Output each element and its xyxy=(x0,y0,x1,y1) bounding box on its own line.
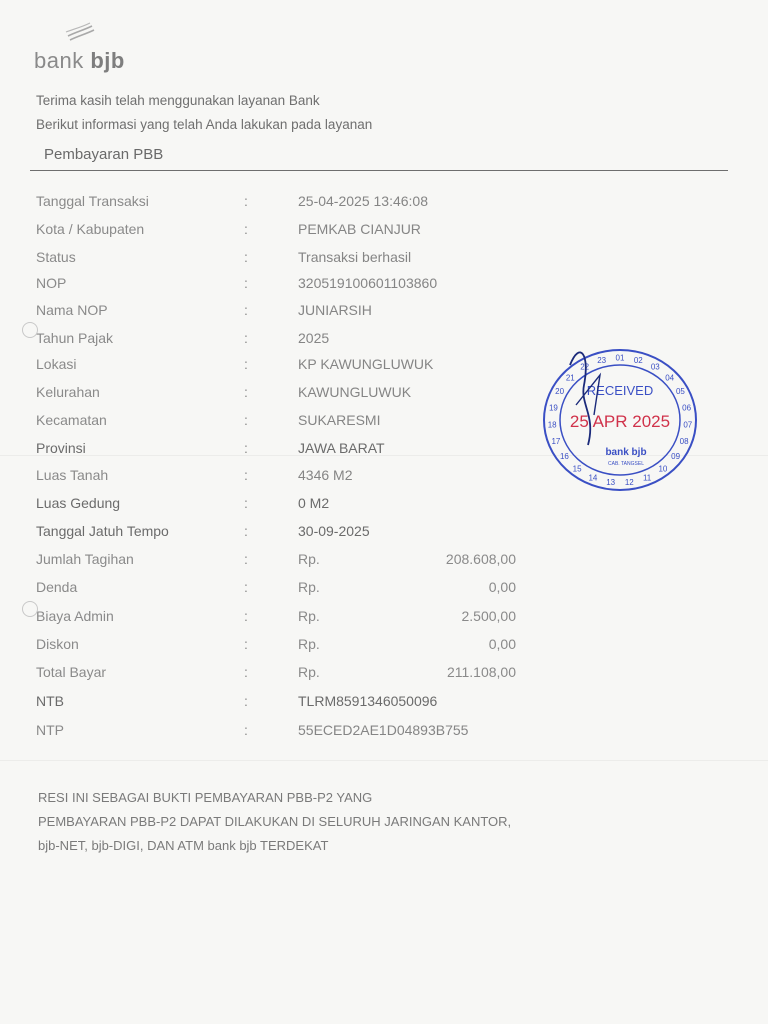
amount-row-total-bayar xyxy=(36,664,556,686)
stamp-ring-number: 07 xyxy=(683,420,693,430)
stamp-ring-number: 19 xyxy=(548,403,558,413)
currency-label: Rp. xyxy=(298,608,320,624)
received-stamp xyxy=(540,345,700,495)
stamp-ring-number: 08 xyxy=(679,436,689,446)
separator: : xyxy=(244,551,248,567)
detail-value: JAWA BARAT xyxy=(298,440,385,456)
amount-row-diskon xyxy=(36,636,556,658)
detail-label: Tahun Pajak xyxy=(36,330,114,346)
detail-label: Tanggal Jatuh Tempo xyxy=(36,523,169,539)
detail-label: Tanggal Transaksi xyxy=(36,193,149,209)
bank-logo xyxy=(34,22,164,82)
amount-label: Biaya Admin xyxy=(36,608,114,624)
separator: : xyxy=(244,412,248,428)
bank-logo-wordmark: bank bjb xyxy=(34,48,125,73)
detail-row-nop xyxy=(36,275,556,297)
separator: : xyxy=(244,523,248,539)
detail-label: Kelurahan xyxy=(36,384,100,400)
detail-row-provinsi xyxy=(36,440,556,462)
detail-label: Nama NOP xyxy=(36,302,108,318)
stamp-date-text: 25 APR 2025 xyxy=(569,412,671,431)
separator: : xyxy=(244,495,248,511)
separator: : xyxy=(244,302,248,318)
ref-label: NTB xyxy=(36,693,64,709)
detail-value: 30-09-2025 xyxy=(298,523,370,539)
amount-row-biaya-admin xyxy=(36,608,556,630)
detail-row-kelurahan xyxy=(36,384,556,406)
separator: : xyxy=(244,636,248,652)
stamp-branch-text: CAB. TANGSEL xyxy=(608,461,644,467)
detail-row-jatuh-tempo xyxy=(36,523,556,545)
amount-label: Jumlah Tagihan xyxy=(36,551,134,567)
detail-row-kota xyxy=(36,221,556,243)
stamp-ring-number: 12 xyxy=(624,477,634,487)
amount-row-denda xyxy=(36,579,556,601)
separator: : xyxy=(244,356,248,372)
detail-label: Luas Tanah xyxy=(36,467,109,483)
detail-value: 0 M2 xyxy=(298,495,330,511)
separator: : xyxy=(244,275,248,291)
stamp-ring-number: 06 xyxy=(682,403,692,413)
separator: : xyxy=(244,330,248,346)
detail-label: Lokasi xyxy=(36,356,77,372)
stamp-brand-text: bank bjb xyxy=(605,447,647,458)
header-divider xyxy=(30,170,728,171)
stamp-ring-number: 10 xyxy=(658,464,668,474)
detail-row-tahun-pajak xyxy=(36,330,556,352)
currency-label: Rp. xyxy=(298,636,320,652)
stamp-ring-number: 15 xyxy=(572,464,582,474)
detail-row-kecamatan xyxy=(36,412,556,434)
detail-row-tanggal-transaksi xyxy=(36,193,556,215)
stamp-ring-number: 16 xyxy=(559,452,569,461)
separator: : xyxy=(244,579,248,595)
detail-value: Transaksi berhasil xyxy=(298,249,412,265)
separator: : xyxy=(244,664,248,680)
detail-value: 320519100601103860 xyxy=(298,275,438,291)
separator: : xyxy=(244,384,248,400)
ref-row-ntb xyxy=(36,693,556,715)
amount-value: 0,00 xyxy=(488,579,516,595)
stamp-ring-number: 13 xyxy=(606,477,616,487)
punch-hole xyxy=(22,601,38,617)
paper-fold xyxy=(0,760,768,761)
stamp-ring-number: 22 xyxy=(580,362,590,372)
stamp-ring-number: 04 xyxy=(665,373,675,383)
ref-value: TLRM8591346050096 xyxy=(298,693,438,709)
stamp-ring-number: 23 xyxy=(597,355,607,365)
page-title: Pembayaran PBB xyxy=(44,146,164,163)
ref-row-ntp xyxy=(36,722,556,744)
amount-label: Denda xyxy=(36,579,78,595)
detail-row-lokasi xyxy=(36,356,556,378)
stamp-ring-number: 21 xyxy=(565,373,575,383)
separator: : xyxy=(244,722,248,738)
detail-value: KP KAWUNGLUWUK xyxy=(298,356,434,372)
detail-row-status xyxy=(36,249,556,271)
footer-line-1: RESI INI SEBAGAI BUKTI PEMBAYARAN PBB-P2 YANG xyxy=(38,790,373,805)
detail-value: SUKARESMI xyxy=(298,412,381,428)
separator: : xyxy=(244,467,248,483)
amount-value: 211.108,00 xyxy=(446,664,516,680)
separator: : xyxy=(244,221,248,237)
detail-value: KAWUNGLUWUK xyxy=(298,384,412,400)
amount-value: 0,00 xyxy=(488,636,516,652)
ref-value: 55ECED2AE1D04893B755 xyxy=(298,722,469,738)
stamp-ring-number: 14 xyxy=(588,473,598,483)
detail-label: NOP xyxy=(36,275,67,291)
separator: : xyxy=(244,440,248,456)
stamp-ring-number: 11 xyxy=(642,473,652,483)
detail-label: Provinsi xyxy=(36,440,86,456)
footer-line-3: bjb-NET, bjb-DIGI, DAN ATM bank bjb TERDEKAT xyxy=(38,838,329,853)
detail-row-luas-gedung xyxy=(36,495,556,517)
detail-value: JUNIARSIH xyxy=(298,302,372,318)
detail-value: 4346 M2 xyxy=(298,467,353,483)
amount-label: Total Bayar xyxy=(36,664,107,680)
detail-row-nama-nop xyxy=(36,302,556,324)
stamp-ring-number: 02 xyxy=(633,355,643,365)
currency-label: Rp. xyxy=(298,579,320,595)
amount-value: 208.608,00 xyxy=(445,551,516,567)
footer-line-2: PEMBAYARAN PBB-P2 DAPAT DILAKUKAN DI SELURUH JARINGAN KANTOR, xyxy=(38,814,512,829)
detail-value: 2025 xyxy=(298,330,330,346)
stamp-received-text: RECEIVED xyxy=(586,383,654,398)
amount-row-jumlah-tagihan xyxy=(36,551,556,573)
separator: : xyxy=(244,608,248,624)
separator: : xyxy=(244,249,248,265)
detail-label: Luas Gedung xyxy=(36,495,121,511)
bank-logo-mark-icon xyxy=(64,22,96,44)
separator: : xyxy=(244,193,248,209)
ref-label: NTP xyxy=(36,722,64,738)
detail-value: 25-04-2025 13:46:08 xyxy=(298,193,428,209)
intro-line-2: Berikut informasi yang telah Anda lakukan pada layanan xyxy=(36,117,373,132)
intro-line-1: Terima kasih telah menggunakan layanan Bank xyxy=(36,93,320,108)
stamp-ring-number: 03 xyxy=(650,362,660,372)
detail-row-luas-tanah xyxy=(36,467,556,489)
detail-value: PEMKAB CIANJUR xyxy=(298,221,421,237)
detail-label: Status xyxy=(36,249,76,265)
amount-label: Diskon xyxy=(36,636,79,652)
detail-label: Kota / Kabupaten xyxy=(36,221,145,237)
detail-label: Kecamatan xyxy=(36,412,107,428)
currency-label: Rp. xyxy=(298,664,320,680)
stamp-ring-number: 09 xyxy=(671,452,681,461)
currency-label: Rp. xyxy=(298,551,320,567)
stamp-ring-number: 05 xyxy=(675,387,685,397)
stamp-ring-number: 18 xyxy=(547,420,557,430)
stamp-ring-number: 01 xyxy=(615,353,625,363)
stamp-ring-number: 17 xyxy=(551,436,561,446)
stamp-ring-number: 20 xyxy=(555,387,565,397)
amount-value: 2.500,00 xyxy=(461,608,516,624)
punch-hole xyxy=(22,322,38,338)
separator: : xyxy=(244,693,248,709)
